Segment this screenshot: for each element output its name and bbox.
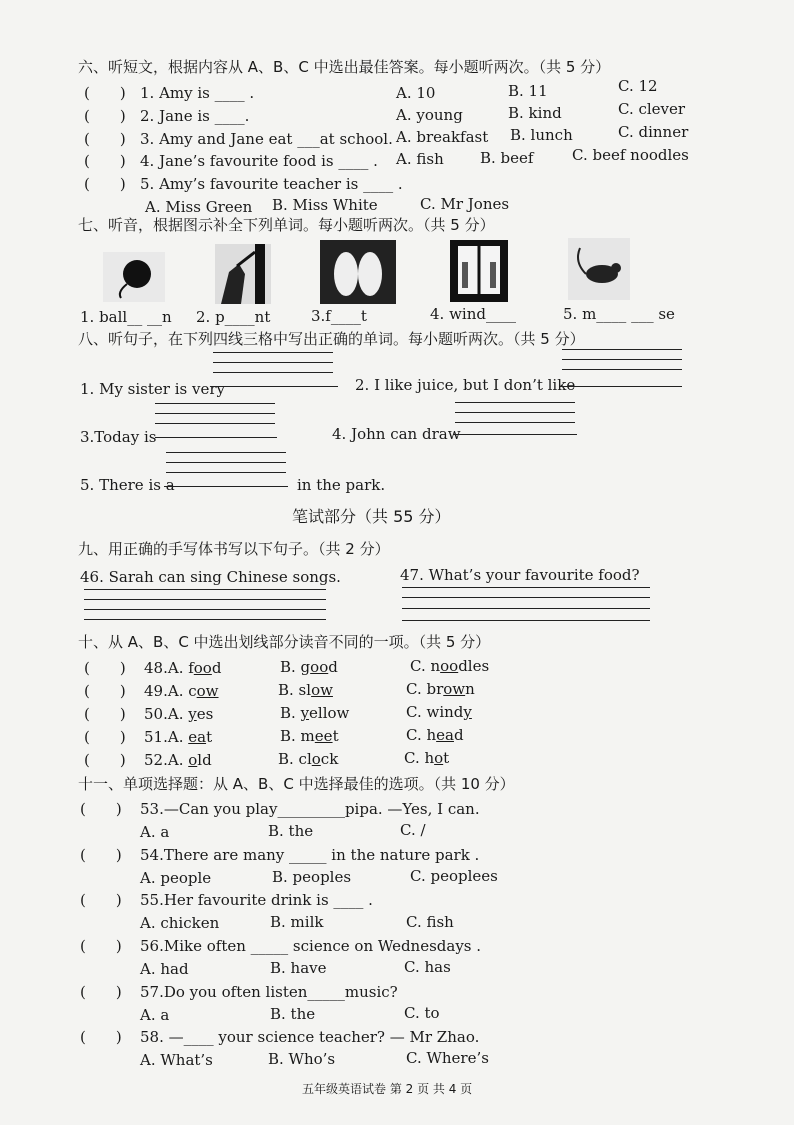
option-c: C. 12 — [618, 77, 658, 95]
option-b: B. meet — [280, 727, 339, 745]
option-a: A. 10 — [396, 84, 436, 102]
option-b: B. good — [280, 658, 338, 676]
sentence-5-start: 5. There is a — [80, 476, 175, 494]
word-blank-4[interactable]: 4. wind____ — [430, 305, 516, 323]
option-c: C. hot — [404, 749, 450, 767]
option-b: B. beef — [480, 149, 534, 167]
option-c: C. dinner — [618, 123, 689, 141]
answer-paren[interactable]: ( ) — [80, 846, 122, 864]
option-b: B. Miss White — [272, 196, 378, 214]
answer-paren[interactable]: ( ) — [84, 751, 126, 769]
option-c: C. brown — [406, 680, 475, 698]
feet-icon — [320, 240, 396, 304]
sentence-4: 4. John can draw — [332, 425, 461, 443]
question-57: 57.Do you often listen_____music? — [140, 983, 398, 1001]
word-blank-5[interactable]: 5. m____ ___ se — [563, 305, 675, 323]
option-c: C. Where’s — [406, 1049, 489, 1067]
question-49: 49.A. cow — [144, 682, 219, 700]
option-a: A. breakfast — [396, 128, 489, 146]
answer-paren[interactable]: ( ) — [84, 130, 126, 148]
answer-paren[interactable]: ( ) — [84, 107, 126, 125]
section-7-heading: 七、听音，根据图示补全下列单词。每小题听两次。（共 5 分） — [78, 216, 495, 234]
word-blank-1[interactable]: 1. ball__ __n — [80, 308, 172, 326]
word-blank-3[interactable]: 3.f____t — [311, 307, 367, 325]
question-58: 58. —____ your science teacher? — Mr Zhao. — [140, 1028, 480, 1046]
option-c: C. Mr Jones — [420, 195, 510, 213]
option-b: B. yellow — [280, 704, 350, 722]
answer-paren[interactable]: ( ) — [80, 1028, 122, 1046]
sentence-2: 2. I like juice, but I don’t like — [355, 376, 576, 394]
sentence-47: 47. What’s your favourite food? — [400, 566, 640, 584]
option-a: A. a — [140, 1006, 170, 1024]
option-a: A. a — [140, 823, 170, 841]
option-b: B. the — [268, 822, 314, 840]
answer-paren[interactable]: ( ) — [80, 937, 122, 955]
option-b: B. slow — [278, 681, 333, 699]
answer-paren[interactable]: ( ) — [84, 659, 126, 677]
option-b: B. clock — [278, 750, 339, 768]
answer-paren[interactable]: ( ) — [84, 682, 126, 700]
word-blank-2[interactable]: 2. p____nt — [196, 308, 271, 326]
option-c: C. beef noodles — [572, 146, 689, 164]
option-c: C. has — [404, 958, 451, 976]
sentence-46: 46. Sarah can sing Chinese songs. — [80, 568, 341, 586]
option-a: A. had — [140, 960, 189, 978]
answer-paren[interactable]: ( ) — [80, 800, 122, 818]
answer-paren[interactable]: ( ) — [80, 983, 122, 1001]
option-b: B. milk — [270, 913, 324, 931]
question-50: 50.A. yes — [144, 705, 214, 723]
question-5: 5. Amy’s favourite teacher is ____ . — [140, 175, 403, 193]
option-a: A. young — [396, 106, 463, 124]
option-c: C. / — [400, 821, 426, 839]
option-b: B. lunch — [510, 126, 573, 144]
option-b: B. the — [270, 1005, 316, 1023]
option-b: B. kind — [508, 104, 562, 122]
section-10-heading: 十、从 A、B、C 中选出划线部分读音不同的一项。（共 5 分） — [78, 633, 491, 651]
option-a: A. fish — [396, 150, 444, 168]
option-a: A. people — [140, 869, 212, 887]
option-b: B. 11 — [508, 82, 548, 100]
answer-paren[interactable]: ( ) — [84, 84, 126, 102]
page-footer: 五年级英语试卷 第 2 页 共 4 页 — [302, 1082, 473, 1096]
written-part-title: 笔试部分（共 55 分） — [292, 507, 451, 526]
balloon-icon — [103, 252, 165, 302]
question-55: 55.Her favourite drink is ____ . — [140, 891, 373, 909]
section-9-heading: 九、用正确的手写体书写以下句子。（共 2 分） — [78, 540, 390, 558]
question-53: 53.—Can you play_________pipa. —Yes, I can. — [140, 800, 480, 818]
question-1: 1. Amy is ____ . — [140, 84, 255, 102]
question-48: 48.A. food — [144, 659, 222, 677]
sentence-3: 3.Today is — [80, 428, 157, 446]
option-c: C. to — [404, 1004, 440, 1022]
option-c: C. peoplees — [410, 867, 498, 885]
question-51: 51.A. eat — [144, 728, 213, 746]
sentence-1: 1. My sister is very — [80, 380, 225, 398]
option-a: A. Miss Green — [145, 198, 253, 216]
question-56: 56.Mike often _____ science on Wednesdays . — [140, 937, 482, 955]
question-54: 54.There are many _____ in the nature park . — [140, 846, 480, 864]
section-6-heading: 六、听短文，根据内容从 A、B、C 中选出最佳答案。每小题听两次。（共 5 分） — [78, 58, 611, 76]
option-b: B. Who’s — [268, 1050, 336, 1068]
answer-paren[interactable]: ( ) — [84, 152, 126, 170]
option-c: C. windy — [406, 703, 472, 721]
question-4: 4. Jane’s favourite food is ____ . — [140, 152, 378, 170]
option-a: A. What’s — [140, 1051, 213, 1069]
option-c: C. head — [406, 726, 464, 744]
painting-icon — [215, 244, 271, 304]
option-c: C. clever — [618, 100, 686, 118]
window-icon — [450, 240, 508, 302]
section-8-heading: 八、听句子，在下列四线三格中写出正确的单词。每小题听两次。（共 5 分） — [78, 330, 585, 348]
answer-paren[interactable]: ( ) — [80, 891, 122, 909]
answer-paren[interactable]: ( ) — [84, 705, 126, 723]
option-b: B. peoples — [272, 868, 352, 886]
answer-paren[interactable]: ( ) — [84, 175, 126, 193]
option-c: C. noodles — [410, 657, 490, 675]
question-3: 3. Amy and Jane eat ___at school. — [140, 130, 393, 148]
section-11-heading: 十一、单项选择题：从 A、B、C 中选择最佳的选项。（共 10 分） — [78, 775, 515, 793]
mouse-icon — [568, 238, 630, 300]
option-a: A. chicken — [140, 914, 220, 932]
option-c: C. fish — [406, 913, 454, 931]
question-2: 2. Jane is ____. — [140, 107, 250, 125]
sentence-5-end: in the park. — [297, 476, 386, 494]
option-b: B. have — [270, 959, 327, 977]
answer-paren[interactable]: ( ) — [84, 728, 126, 746]
question-52: 52.A. old — [144, 751, 212, 769]
